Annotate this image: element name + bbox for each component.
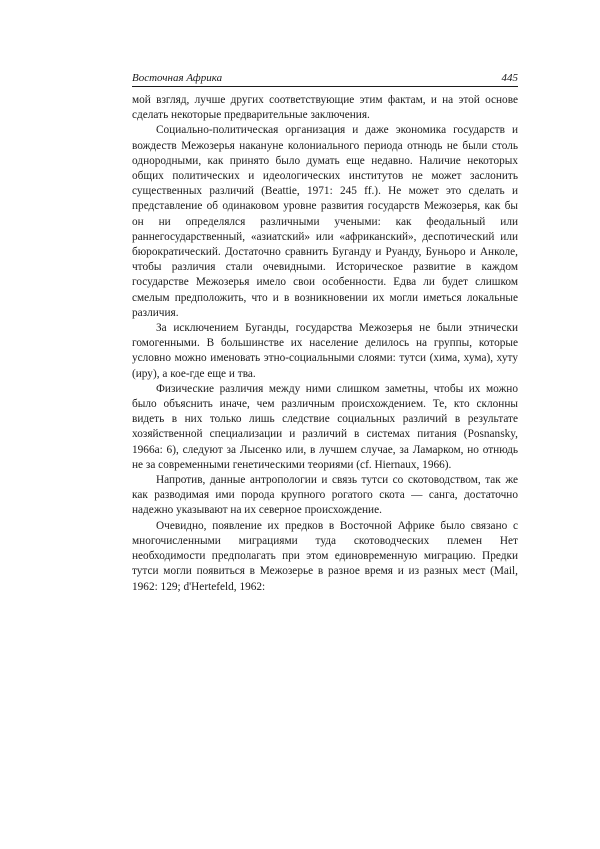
paragraph: Социально-политическая организация и даже экономика государств и вождеств Межозерья накануне колониального периода отнюдь не были столь однородными, как принято было думать еще недавно. Наличие некоторых общих политических и идеологических институтов не может заслонить существенных различий (Beattie, 1971: 245 ff.). Не может это сделать и представление об одинаковом уровне развития государств Межозерья, как бы он ни определялся различными учеными: как феодальный или раннегосударственный, «азиатский» или «африканский», деспотический или бюрократический. Достаточно сравнить Буганду и Руанду, Буньоро и Анколе, чтобы различия стали очевидными. Историческое развитие в каждом государстве Межозерья имело свои особенности. Едва ли будет слишком смелым предположить, что и в возникновении их могли иметься локальные различия. — [132, 124, 518, 319]
paragraph: За исключением Буганды, государства Межозерья не были этнически гомогенными. В большинстве их население делилось на группы, которые условно можно именовать этно-социальными слоями: тутси (хима, хума), хуту (иру), а кое-где еще и тва. — [132, 322, 518, 380]
page-number: 445 — [501, 72, 518, 84]
header-rule — [132, 86, 518, 87]
paragraph: Напротив, данные антропологии и связь тутси со скотоводством, так же как разводимая ими порода крупного рогатого скота — санга, достаточно надежно указывают на их северное происхождение. — [132, 474, 518, 517]
body-text — [132, 93, 518, 595]
paragraph: Очевидно, появление их предков в Восточной Африке было связано с многочисленными миграциями туда скотоводческих племен Нет необходимости предполагать при этом единовременную миграцию. Предки тутси могли появиться в Межозерье в разное время и из разных мест (Mail, 1962: 129; d'Hertefeld, 1962: — [132, 519, 518, 593]
paragraph-continued: мой взгляд, лучше других соответствующие этим фактам, и на этой основе сделать некоторые предварительные заключения. — [132, 94, 518, 122]
running-header — [132, 71, 518, 85]
paragraph: Физические различия между ними слишком заметны, чтобы их можно было объяснить иначе, чем различным происхождением. Те, кто склонны видеть в них только лишь следствие социальных различий в результате хозяйственной специализации и различий в системах питания (Posnansky, 1966a: 6), следуют за Лысенко или, в лучшем случае, за Ламарком, но отнюдь не за современными генетическими теориями (cf. Hiernaux, 1966). — [132, 382, 518, 471]
running-header-title: Восточная Африка — [132, 72, 223, 84]
